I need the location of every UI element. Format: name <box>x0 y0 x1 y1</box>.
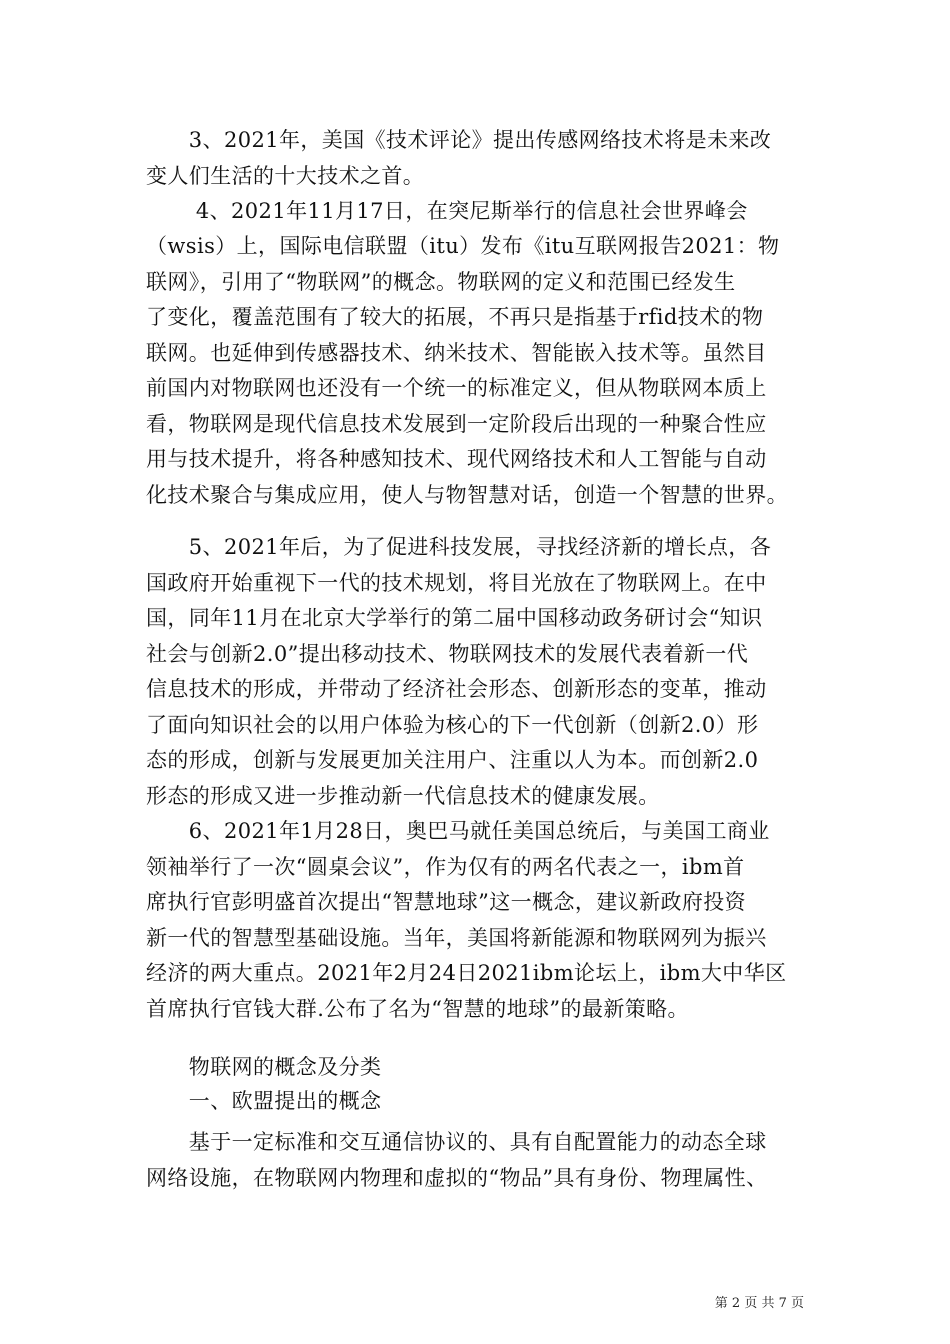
text-line: 国政府开始重视下一代的技术规划，将目光放在了物联网上。在中 <box>146 571 767 595</box>
text-line: 4、2021年11月17日，在突尼斯举行的信息社会世界峰会 <box>146 199 748 223</box>
text-line: 首席执行官钱大群.公布了名为“智慧的地球”的最新策略。 <box>146 997 689 1021</box>
text-line: 新一代的智慧型基础设施。当年，美国将新能源和物联网列为振兴 <box>146 926 767 950</box>
section-heading: 物联网的概念及分类 <box>146 1055 382 1079</box>
text-line: 了面向知识社会的以用户体验为核心的下一代创新（创新2.0）形 <box>146 713 759 737</box>
text-line: 化技术聚合与集成应用，使人与物智慧对话，创造一个智慧的世界。 <box>146 483 788 507</box>
text-line: 态的形成，创新与发展更加关注用户、注重以人为本。而创新2.0 <box>146 748 759 772</box>
page-number-footer: 第 2 页 共 7 页 <box>714 1296 804 1311</box>
text-line: 信息技术的形成，并带动了经济社会形态、创新形态的变革，推动 <box>146 677 767 701</box>
text-line: 用与技术提升，将各种感知技术、现代网络技术和人工智能与自动 <box>146 447 767 471</box>
text-line: 网络设施，在物联网内物理和虚拟的“物品”具有身份、物理属性、 <box>146 1166 768 1190</box>
text-line: 前国内对物联网也还没有一个统一的标准定义，但从物联网本质上 <box>146 376 767 400</box>
text-line: （wsis）上，国际电信联盟（itu）发布《itu互联网报告2021：物 <box>146 234 780 258</box>
text-line: 联网。也延伸到传感器技术、纳米技术、智能嵌入技术等。虽然目 <box>146 341 767 365</box>
text-line: 席执行官彭明盛首次提出“智慧地球”这一概念，建议新政府投资 <box>146 890 747 914</box>
text-line: 领袖举行了一次“圆桌会议”，作为仅有的两名代表之一，ibm首 <box>146 855 745 879</box>
text-line: 看，物联网是现代信息技术发展到一定阶段后出现的一种聚合性应 <box>146 412 767 436</box>
text-line: 形态的形成又进一步推动新一代信息技术的健康发展。 <box>146 784 660 808</box>
text-line: 联网》，引用了“物联网”的概念。物联网的定义和范围已经发生 <box>146 270 736 294</box>
text-line: 3、2021年，美国《技术评论》提出传感网络技术将是未来改 <box>146 128 772 152</box>
text-line: 基于一定标准和交互通信协议的、具有自配置能力的动态全球 <box>146 1130 767 1154</box>
text-line: 5、2021年后，为了促进科技发展，寻找经济新的增长点，各 <box>146 535 772 559</box>
text-line: 变人们生活的十大技术之首。 <box>146 164 425 188</box>
subsection-heading: 一、欧盟提出的概念 <box>146 1089 382 1113</box>
text-line: 国，同年11月在北京大学举行的第二届中国移动政务研讨会“知识 <box>146 606 763 630</box>
text-line: 6、2021年1月28日，奥巴马就任美国总统后，与美国工商业 <box>146 819 770 843</box>
text-line: 了变化，覆盖范围有了较大的拓展，不再只是指基于rfid技术的物 <box>146 305 764 329</box>
text-line: 经济的两大重点。2021年2月24日2021ibm论坛上，ibm大中华区 <box>146 961 787 985</box>
text-line: 社会与创新2.0”提出移动技术、物联网技术的发展代表着新一代 <box>146 642 749 666</box>
